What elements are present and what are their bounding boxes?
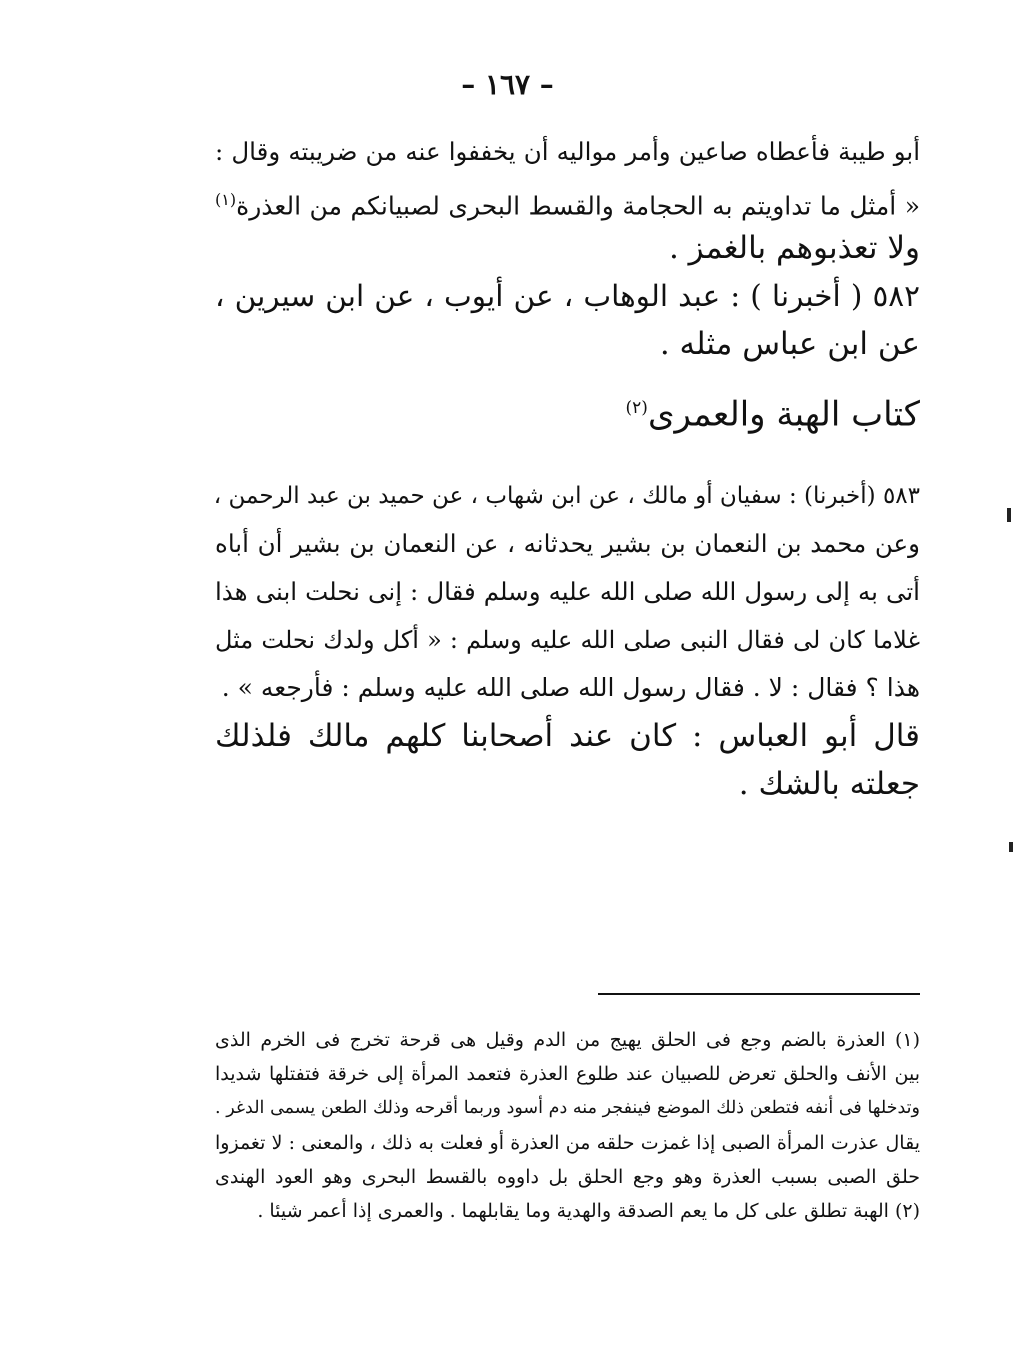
footnote-line: (١) العذرة بالضم وجع فى الحلق يهيج من الدم وقيل هى قرحة تخرج فى الخرم الذى (215, 1029, 920, 1051)
text-line: أتى به إلى رسول الله صلى الله عليه وسلم فقال : إنى نحلت ابنى هذا (215, 577, 920, 606)
text-line: ٥٨٣ (أخبرنا) : سفيان أو مالك ، عن ابن شهاب ، عن حميد بن عبد الرحمن ، (213, 483, 920, 509)
text-line: جعلته بالشك . (738, 766, 920, 802)
footnote-line: وتدخلها فى أنفه فتطعن ذلك الموضع فينفجر منه دم أسود وربما أقرحه وذلك الطعن يسمى الدغر . (215, 1098, 920, 1119)
text-line: أبو طيبة فأعطاه صاعين وأمر مواليه أن يخففوا عنه من ضريبته وقال : (215, 137, 920, 166)
footnote-reference: (١) (215, 190, 237, 209)
footnote-line: بين الأنف والحلق تعرض للصبيان عند طلوع العذرة فتعمد المرأة إلى خرقة فتفتلها شديدا (215, 1063, 920, 1086)
text-line: ولا تعذبوهم بالغمز . (668, 230, 920, 266)
section-title-text: كتاب الهبة والعمرى (647, 394, 920, 435)
text-line: قال أبو العباس : كان عند أصحابنا كلهم مالك فلذلك (215, 718, 920, 754)
main-text (215, 128, 920, 808)
text-line: غلاما كان لى فقال النبى صلى الله عليه وسلم : « أكل ولدك نحلت مثل (215, 626, 920, 654)
footnote-line: يقال عذرت المرأة الصبى إذا غمزت حلقه من العذرة أو فعلت به ذلك ، والمعنى : لا تغمزوا (215, 1131, 920, 1154)
text-line: وعن محمد بن النعمان بن بشير يحدثانه ، عن النعمان بن بشير أن أباه (215, 529, 920, 558)
page-number: – ١٦٧ – (461, 68, 554, 101)
scan-edge-mark (1007, 508, 1011, 522)
text-line: ٥٨٢ ( أخبرنا ) : عبد الوهاب ، عن أيوب ، عن ابن سيرين ، (215, 279, 920, 313)
text-line (215, 176, 920, 224)
scan-edge-mark (1009, 842, 1013, 852)
footnote-divider (598, 993, 920, 995)
footnote-line: حلق الصبى بسبب العذرة وهو وجع الحلق بل داووه بالقسط البحرى وهو العود الهندى (215, 1165, 920, 1188)
footnotes (215, 1023, 920, 1228)
text-line: هذا ؟ فقال : لا . فقال رسول الله صلى الله عليه وسلم : فأرجعه » . (221, 673, 920, 702)
text-line-content: « أمثل ما تداويتم به الحجامة والقسط البحرى لصبيانكم من العذرة (236, 191, 920, 221)
text-line: عن ابن عباس مثله . (659, 326, 920, 362)
footnote-reference: (٢) (625, 398, 648, 418)
footnote-line: (٢) الهبة تطلق على كل ما يعم الصدقة والهدية وما يقابلهما . والعمرى إذا أعمر شيئا . (257, 1199, 920, 1222)
section-title (215, 378, 920, 438)
